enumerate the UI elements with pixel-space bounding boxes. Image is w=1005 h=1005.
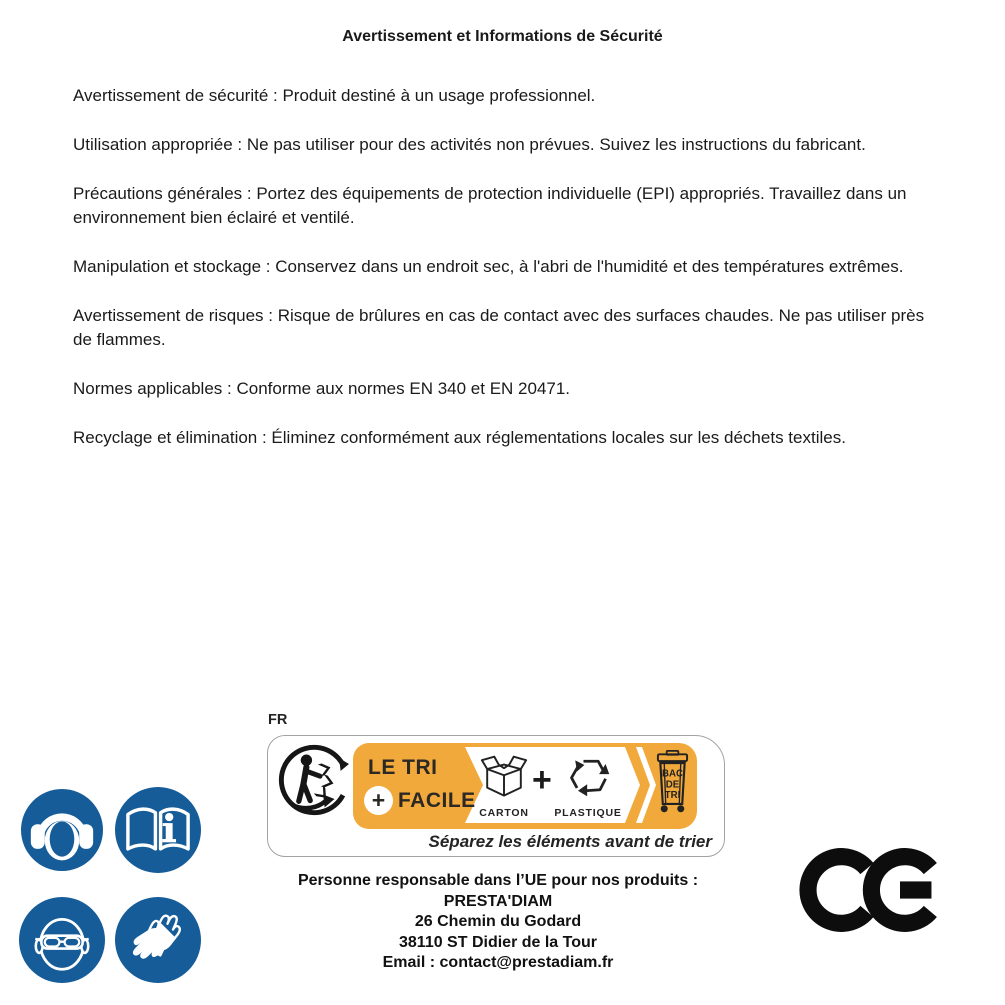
carton-icon bbox=[478, 754, 530, 800]
bin-text-line: BAC bbox=[661, 768, 684, 780]
plus-separator: + bbox=[532, 761, 552, 799]
page-title: Avertissement et Informations de Sécurité bbox=[342, 28, 663, 45]
material-label-carton: CARTON bbox=[479, 807, 529, 819]
wear-protective-gloves-icon bbox=[115, 897, 201, 983]
material-label-plastique: PLASTIQUE bbox=[554, 807, 622, 819]
bin-text-line: DE bbox=[665, 779, 680, 791]
tri-banner-line2: FACILE bbox=[398, 789, 476, 812]
wear-ear-protection-icon bbox=[21, 789, 103, 871]
safety-paragraph: Normes applicables : Conforme aux normes EN 340 et EN 20471. bbox=[73, 379, 571, 398]
responsible-line: Personne responsable dans l’UE pour nos produits : bbox=[297, 872, 699, 889]
wear-eye-protection-icon bbox=[19, 897, 105, 983]
plastic-recycling-icon bbox=[565, 753, 613, 799]
safety-paragraph: Utilisation appropriée : Ne pas utiliser pour des activités non prévues. Suivez les instructions du fabricant. bbox=[73, 135, 866, 154]
tri-banner-line1: LE TRI bbox=[368, 756, 438, 779]
safety-paragraph: Précautions générales : Portez des équipements de protection individuelle (EPI) appropriés. Travaillez dans un environnement bien éclairé et ventilé. bbox=[73, 184, 907, 227]
tri-tagline: Séparez les éléments avant de trier bbox=[428, 832, 712, 851]
plus-circle-icon: + bbox=[364, 786, 393, 815]
responsible-address-line: 26 Chemin du Godard bbox=[414, 913, 582, 931]
safety-paragraph: Recyclage et élimination : Éliminez conformément aux réglementations locales sur les déchets textiles. bbox=[73, 428, 846, 447]
safety-text-block bbox=[73, 84, 929, 475]
ce-mark-icon bbox=[798, 843, 941, 942]
safety-paragraph: Manipulation et stockage : Conservez dans un endroit sec, à l'abri de l'humidité et des températures extrêmes. bbox=[73, 257, 904, 276]
responsible-email: Email : contact@prestadiam.fr bbox=[382, 954, 614, 972]
sorting-bin-icon bbox=[655, 749, 690, 816]
safety-paragraph: Avertissement de sécurité : Produit destiné à un usage professionnel. bbox=[73, 86, 596, 105]
bin-text-line: TRI bbox=[664, 790, 681, 802]
responsible-person-block bbox=[269, 871, 727, 974]
responsible-address-line: 38110 ST Didier de la Tour bbox=[399, 933, 597, 951]
country-code-label: FR bbox=[268, 712, 288, 728]
safety-paragraph: Avertissement de risques : Risque de brûlures en cas de contact avec des surfaces chaudes. Ne pas utiliser près de flammes. bbox=[73, 306, 925, 349]
tri-facile-label bbox=[267, 735, 725, 857]
read-instruction-manual-icon bbox=[115, 787, 201, 873]
triman-icon bbox=[276, 742, 352, 818]
responsible-company: PRESTA'DIAM bbox=[443, 892, 553, 910]
